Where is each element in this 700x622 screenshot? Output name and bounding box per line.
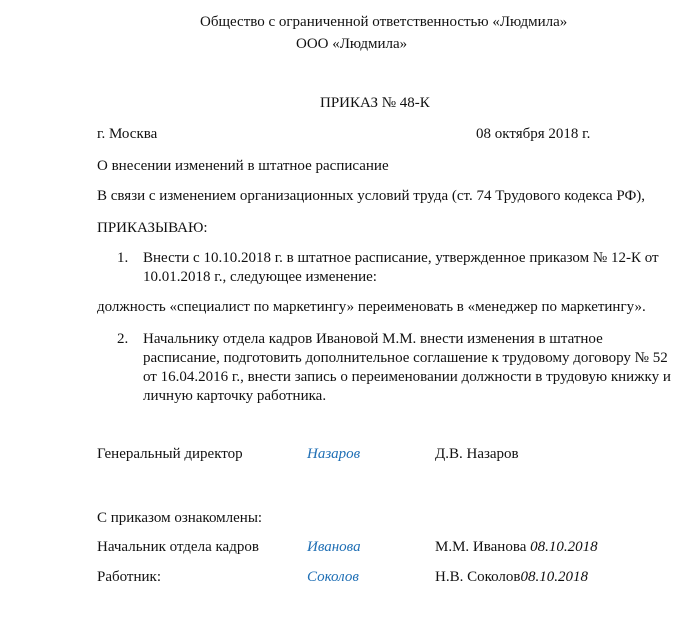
hr-date: 08.10.2018 bbox=[530, 539, 598, 555]
item-2-line-4: личную карточку работника. bbox=[143, 388, 327, 404]
worker-signature: Соколов bbox=[307, 569, 359, 585]
hr-signature: Иванова bbox=[307, 539, 361, 555]
worker-name: Н.В. Соколов bbox=[435, 569, 521, 585]
item-2-line-2: расписание, подготовить дополнительное соглашение к трудовому договору № 52 bbox=[143, 350, 668, 366]
order-directive: ПРИКАЗЫВАЮ: bbox=[97, 220, 208, 236]
item-2-line-3: от 16.04.2016 г., внести запись о переименовании должности в трудовую книжку и bbox=[143, 369, 671, 385]
hr-position: Начальник отдела кадров bbox=[97, 539, 259, 555]
acknowledged-label: С приказом ознакомлены: bbox=[97, 510, 263, 526]
worker-date: 08.10.2018 bbox=[520, 569, 588, 585]
hr-name-line bbox=[435, 538, 598, 556]
item-1-line-1: Внести с 10.10.2018 г. в штатное расписание, утвержденное приказом № 12-К от bbox=[143, 250, 659, 266]
order-city: г. Москва bbox=[97, 126, 158, 142]
worker-name-line bbox=[435, 568, 588, 586]
order-date: 08 октября 2018 г. bbox=[476, 126, 591, 142]
worker-position: Работник: bbox=[97, 569, 161, 585]
order-basis: В связи с изменением организационных условий труда (ст. 74 Трудового кодекса РФ), bbox=[97, 188, 646, 204]
item-1-line-2: 10.01.2018 г., следующее изменение: bbox=[143, 269, 377, 285]
company-full-name: Общество с ограниченной ответственностью «Людмила» bbox=[200, 14, 568, 30]
hr-name: М.М. Иванова bbox=[435, 539, 527, 555]
director-signature: Назаров bbox=[307, 446, 361, 462]
order-title: ПРИКАЗ № 48-К bbox=[320, 95, 430, 111]
director-name: Д.В. Назаров bbox=[435, 446, 519, 462]
item-1-number: 1. bbox=[117, 250, 129, 266]
item-2-number: 2. bbox=[117, 331, 129, 347]
order-subject: О внесении изменений в штатное расписание bbox=[97, 158, 389, 174]
company-short-name: ООО «Людмила» bbox=[296, 36, 408, 52]
item-2-line-1: Начальнику отдела кадров Ивановой М.М. внести изменения в штатное bbox=[143, 331, 603, 347]
position-change: должность «специалист по маркетингу» переименовать в «менеджер по маркетингу». bbox=[97, 299, 646, 315]
director-position: Генеральный директор bbox=[97, 446, 243, 462]
